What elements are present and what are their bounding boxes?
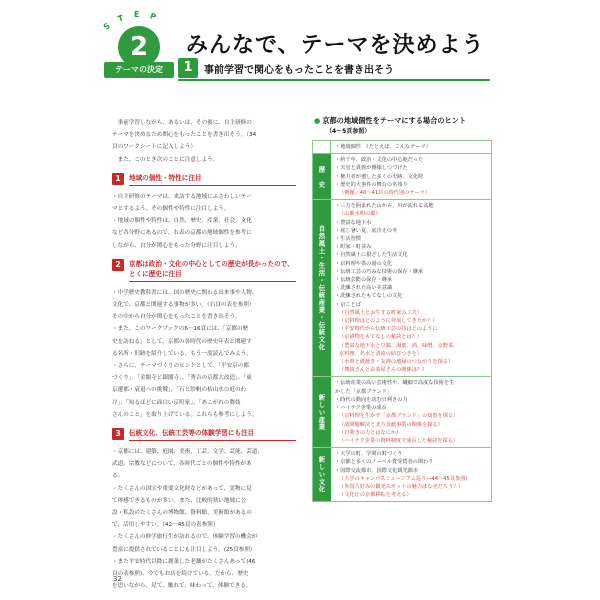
body-line: ・たくさんの国宝や重要文化財などがあって、実物に見 [112, 485, 252, 492]
hint-example: （舞妓さんとお茶屋さんの関係は？） [339, 367, 428, 374]
body-line: 史を訪ねる」として、京都の各時代の歴史年表と関連す [112, 338, 252, 345]
hint-row [313, 141, 491, 154]
step-number-badge: 2 [118, 26, 160, 68]
body-line: 豊富に提供されていることにも注目しよう。(25頁参照） [112, 546, 256, 553]
body-line: ・また、このワークブックの6～16頁には、「京都の歴 [112, 326, 249, 333]
hint-category-body [331, 200, 491, 376]
hint-item: ・自然風土に根ざした生活文化 [335, 252, 408, 259]
body-line: で、活用しやすい。（42～45頁の表参照） [112, 522, 219, 529]
body-line: など各分野にあるので、右表の京都の地域個性を参考に [112, 230, 252, 237]
intro-line: 頁のワークシートに記入しよう） [112, 144, 196, 151]
hint-item: ・伝統産業の高い芸術性や、繊細で高度な技術を生 [335, 380, 455, 387]
section-heading-3 [112, 428, 296, 441]
hint-category-label [313, 141, 331, 153]
hint-row [313, 448, 491, 501]
body-line: しながら、自分が関心をもった分野に注目しよう。 [112, 242, 241, 249]
body-line: 文化で、京都と関連する事物が多い。（右頁の表を参照） [112, 302, 255, 309]
section-number: 2 [112, 259, 124, 271]
hint-item: ・約千年、政治・文化の中心地だった [335, 157, 424, 164]
hint-item: ・時代の動向を読む日利きの力 [335, 396, 408, 403]
body-line: 武道、宗教などについて、各時代ごとの個性や特性があ [112, 461, 252, 468]
body-line: ・京都には、建築、庭園、美術、工芸、文学、芸能、芸道、 [112, 449, 264, 456]
hint-item: ・ハイテク企業の成長 [335, 405, 387, 412]
body-line: 頁の表参照)、今でもお店を続けている。だから、歴史 [112, 571, 249, 578]
section-body-1 [112, 192, 296, 251]
body-line: ・また平安時代以降に創業した老舗がたくさんあって(46 [112, 558, 256, 565]
hint-category-body [331, 154, 491, 199]
step-letter-e: E [134, 10, 140, 19]
hint-item: かした「京都ブランド」 [335, 388, 393, 395]
section-heading-1 [112, 173, 296, 186]
hint-table-title-text: 京都の地域個性をテーマにする場合のヒント [322, 116, 467, 125]
hint-item: ・町家・町並み [335, 244, 372, 251]
hint-item: ・底し暑い夏、底冷えの冬 [335, 227, 398, 234]
body-line: マとするよう、その個性や特性に注目しよう。 [112, 206, 230, 213]
hint-example: 京料理、名水と清流の結びつきを） [339, 350, 423, 357]
hint-category-label: 新しい産業 [313, 377, 331, 447]
hint-item: ・大学の町、学問の町づくり [335, 451, 403, 458]
hint-category-label: 歴 史 [313, 154, 331, 199]
subsection-underline [178, 79, 490, 81]
page-number: 32 [113, 575, 122, 583]
section-body-2 [112, 288, 296, 420]
hint-example: （山紫水明の都） [339, 211, 381, 218]
hint-category-body [331, 141, 491, 153]
hint-example: （京料理はどのように発展してきたか？） [339, 318, 438, 325]
step-letter-s: S [101, 21, 112, 32]
body-line: を思いながら、見て、触れて、味わって、体験できる。 [112, 583, 252, 590]
section-title: 京都は政治・文化の中心としての歴史が長かったので、とくに歴史に注目 [129, 259, 296, 282]
body-line: る。 [112, 473, 124, 480]
section-title: 伝統文化、伝統工芸等の体験学習にも注目 [129, 428, 296, 441]
body-line: その中から自分が関心をもったことを書き出そう。 [112, 314, 241, 321]
body-line: ・さらに、テーマづくりのヒントとして、「平安京の都 [112, 363, 249, 370]
section-title: 地域の個性・特性に注目 [129, 173, 296, 186]
hint-example: （平安時代から伝統工芸の技はどのように [339, 326, 438, 333]
hint-item: ・京料理や茶の湯の文化 [335, 260, 393, 267]
body-line: ・中学歴史教科書には、国の歴史に関わる出来事や人物、 [112, 289, 258, 296]
hint-example: （外国人好みの観光スポットの魅力はなぜだろう？） [339, 483, 464, 490]
subsection-number: 1 [178, 58, 198, 78]
hint-category-label: 新しい文化 [313, 448, 331, 501]
hint-item: ・洗練されたもてなしの文化 [335, 293, 403, 300]
body-line: ・地域の個性や特性は、自然、歴史、産業、社会、文化 [112, 218, 252, 225]
section-heading-2 [112, 259, 296, 282]
hint-example: （水車と紙漉き・友禅の地縁のつながりを探る） [339, 359, 454, 366]
hint-table-title [314, 116, 466, 126]
hint-table [312, 140, 492, 502]
body-line: 設・私設のたくさんの博物館、資料館、美術館があるの [112, 510, 252, 517]
hint-item: ・伝統工芸の巧みな技術の保存・継承 [335, 268, 424, 275]
hint-example: （諸問題解決と北方貢献事業の関係を探る） [339, 421, 443, 428]
body-line: ・自主研修のテーマは、来訪する地域にふさわしいテー [112, 193, 252, 200]
hint-item: ・京ことば [335, 301, 361, 308]
left-column [112, 118, 296, 594]
hint-category-body [331, 448, 491, 501]
hint-row [313, 377, 491, 448]
step-letter-t: T [116, 13, 125, 24]
hint-example: （ハイテク企業の資料制度で成長した秘訣を探る） [339, 437, 459, 444]
hint-item: ・国際交流都市、国際文化観光都市 [335, 467, 419, 474]
body-line: ・たくさんの修学旅行生が訪れるので、体験学習の機会が [112, 534, 258, 541]
hint-row [313, 154, 491, 200]
hint-category-body [331, 377, 491, 447]
intro-line: テーマを決めるため関心をもったことを書き出そう。（34 [112, 132, 257, 139]
hint-item: ・歴史的大事件の舞台の名残り [335, 181, 408, 188]
section-number: 1 [112, 173, 124, 185]
hint-category-label: 自然風土・生活・伝統産業・伝統文化 [313, 200, 331, 376]
hint-item: ・生活習慣 [335, 236, 361, 243]
section-body-3 [112, 447, 296, 591]
section-number: 3 [112, 428, 124, 440]
body-line: づくり」、「金閣寺と銀閣寺」、「秀吉の京都大改造」、「東 [112, 375, 252, 382]
hint-item: ・天皇と貴族が雅様しつづけた [335, 165, 408, 172]
body-line: け」、「知るほどに面白い京町家」、「あこがれの舞妓 [112, 399, 241, 406]
page-title: みんなで、テーマを決めよう [186, 33, 485, 58]
hint-item: ・三方を囲まれた山から、川が流れる盆地 [335, 203, 434, 210]
hint-example: （日利きの力とはなにか） [339, 429, 402, 436]
hint-item: ・伝統芸能の保存・継承 [335, 277, 393, 284]
body-line: 京遷都・衰退への挑戦」、「石と紗帆の枯山水の庭のわ [112, 387, 247, 394]
hint-example: （文化庁の京都移転を考える） [339, 492, 412, 499]
hint-item: ・地域個性 （たとえば、こんなテーマ） [335, 144, 431, 150]
hint-example: （豊富な地下水と豆腐、湯葉、酒、味噌、京野菜、 [339, 342, 459, 349]
hint-item: ・権力者が遺した多くの史跡、文化財 [335, 173, 424, 180]
hint-item: ・豊富な地下水 [335, 219, 372, 226]
hint-example: （京料理を生かす「京都ブランド」の知恵を探る） [339, 413, 459, 420]
intro-line: また、このとき次のことに注意しよう。 [117, 156, 219, 163]
hint-item: ・洗練された高い美意識 [335, 285, 393, 292]
hint-example: （京漬物をもてなしの秘訣とは？） [339, 334, 423, 341]
hint-table-subtitle: （4～5頁参照） [326, 128, 371, 135]
hint-item: ・京都と多くのノーベル賞受賞者の関わり [335, 459, 434, 466]
body-line: て体感できるものが多い。また、比較的狭い地域に公 [112, 497, 247, 504]
step-label: テーマの決定 [104, 62, 174, 78]
intro-text [112, 118, 296, 165]
hint-example: （自然風土とお生する町家の工夫） [339, 309, 423, 316]
intro-line: 事前学習しながら、あるいは、その後に、自主研修の [117, 120, 252, 126]
hint-row [313, 200, 491, 377]
body-line: る名所・旧跡を紹介している。もう一度読んでみよう。 [112, 350, 252, 357]
hint-example: （例題／40～41頁の時代別のテーマ） [339, 190, 431, 197]
bullet-icon: ● [314, 116, 321, 125]
step-letter-p: P [148, 11, 158, 22]
body-line: さんのこと」を取り上げている。これらも参考にしよう。 [112, 411, 258, 418]
hint-example: （大学のキャンパスミュージアム巡り―44～45頁参照） [339, 475, 471, 482]
subsection-title: 事前学習で関心をもったことを書き出そう [204, 65, 394, 76]
